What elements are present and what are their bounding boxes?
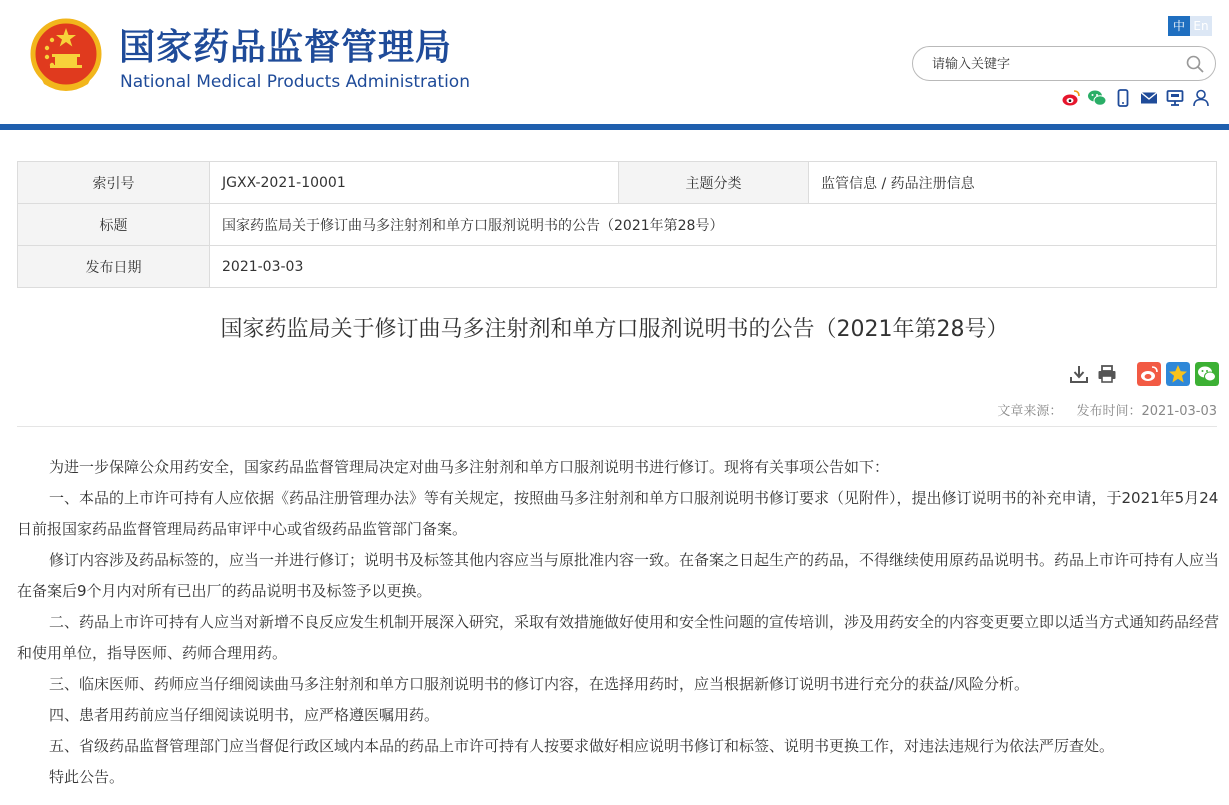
- source-label: 文章来源：: [997, 404, 1063, 419]
- publish-time: 发布时间：2021-03-03: [1076, 404, 1217, 419]
- monitor-icon[interactable]: [1165, 88, 1185, 108]
- user-icon[interactable]: [1191, 88, 1211, 108]
- paragraph: 三、临床医师、药师应当仔细阅读曲马多注射剂和单方口服剂说明书的修订内容，在选择用药时，应当根据新修订说明书进行充分的获益/风险分析。: [49, 675, 1030, 693]
- paragraph: 五、省级药品监督管理部门应当督促行政区域内本品的药品上市许可持有人按要求做好相应说明书修订和标签、说明书更换工作，对违法违规行为依法严厉查处。: [49, 737, 1115, 755]
- download-icon[interactable]: [1068, 363, 1090, 385]
- wechat-icon[interactable]: [1087, 88, 1107, 108]
- title-label: 标题: [18, 204, 210, 246]
- search-input[interactable]: [932, 55, 1182, 73]
- search-box: [912, 46, 1216, 81]
- print-icon[interactable]: [1096, 363, 1118, 385]
- index-label: 索引号: [18, 162, 210, 204]
- site-header: [0, 0, 1229, 124]
- paragraph: 特此公告。: [49, 768, 125, 786]
- info-table: [17, 161, 1217, 288]
- paragraph: 二、药品上市许可持有人应当对新增不良反应发生机制开展深入研究，采取有效措施做好使用和安全性问题的宣传培训，涉及用药安全的内容变更要立即以适当方式通知药品经营和使用单位，指导医师、药师合理用药。: [17, 613, 1220, 662]
- paragraph: 四、患者用药前应当仔细阅读说明书，应严格遵医嘱用药。: [49, 706, 440, 724]
- category-value: 监管信息 / 药品注册信息: [809, 162, 1217, 204]
- category-label: 主题分类: [619, 162, 809, 204]
- search-icon[interactable]: [1185, 54, 1205, 74]
- weibo-icon[interactable]: [1061, 88, 1081, 108]
- mobile-icon[interactable]: [1113, 88, 1133, 108]
- article-toolbar: [1068, 362, 1219, 386]
- title-value: 国家药监局关于修订曲马多注射剂和单方口服剂说明书的公告（2021年第28号）: [210, 204, 1217, 246]
- article-title: 国家药监局关于修订曲马多注射剂和单方口服剂说明书的公告（2021年第28号）: [220, 317, 1009, 342]
- date-value: 2021-03-03: [210, 246, 1217, 288]
- lang-zh-button[interactable]: 中: [1168, 16, 1190, 36]
- social-links: [1061, 88, 1211, 108]
- national-emblem-icon: [30, 18, 102, 94]
- language-switch: [1168, 16, 1212, 36]
- site-title-cn[interactable]: 国家药品监督管理局: [119, 27, 453, 68]
- date-label: 发布日期: [18, 246, 210, 288]
- table-row: [18, 246, 1217, 288]
- wechat-share-icon[interactable]: [1195, 362, 1219, 386]
- article-body: [17, 452, 1219, 793]
- paragraph: 修订内容涉及药品标签的，应当一并进行修订；说明书及标签其他内容应当与原批准内容一致。在备案之日起生产的药品，不得继续使用原药品说明书。药品上市许可持有人应当在备案后9个月内对所有已出厂的药品说明书及标签予以更换。: [17, 551, 1220, 600]
- weibo-share-icon[interactable]: [1137, 362, 1161, 386]
- meta-divider: [17, 426, 1217, 427]
- lang-en-button[interactable]: En: [1190, 16, 1212, 36]
- paragraph: 为进一步保障公众用药安全，国家药品监督管理局决定对曲马多注射剂和单方口服剂说明书进行修订。现将有关事项公告如下：: [49, 458, 890, 476]
- table-row: [18, 204, 1217, 246]
- index-value: JGXX-2021-10001: [210, 162, 619, 204]
- header-divider: [0, 124, 1229, 130]
- article-meta: [997, 400, 1217, 419]
- mail-icon[interactable]: [1139, 88, 1159, 108]
- table-row: [18, 162, 1217, 204]
- paragraph: 一、本品的上市许可持有人应依据《药品注册管理办法》等有关规定，按照曲马多注射剂和单方口服剂说明书修订要求（见附件），提出修订说明书的补充申请，于2021年5月24日前报国家药品监督管理局药品审评中心或省级药品监管部门备案。: [17, 489, 1219, 538]
- site-title-en[interactable]: National Medical Products Administration: [120, 72, 470, 92]
- qzone-share-icon[interactable]: [1166, 362, 1190, 386]
